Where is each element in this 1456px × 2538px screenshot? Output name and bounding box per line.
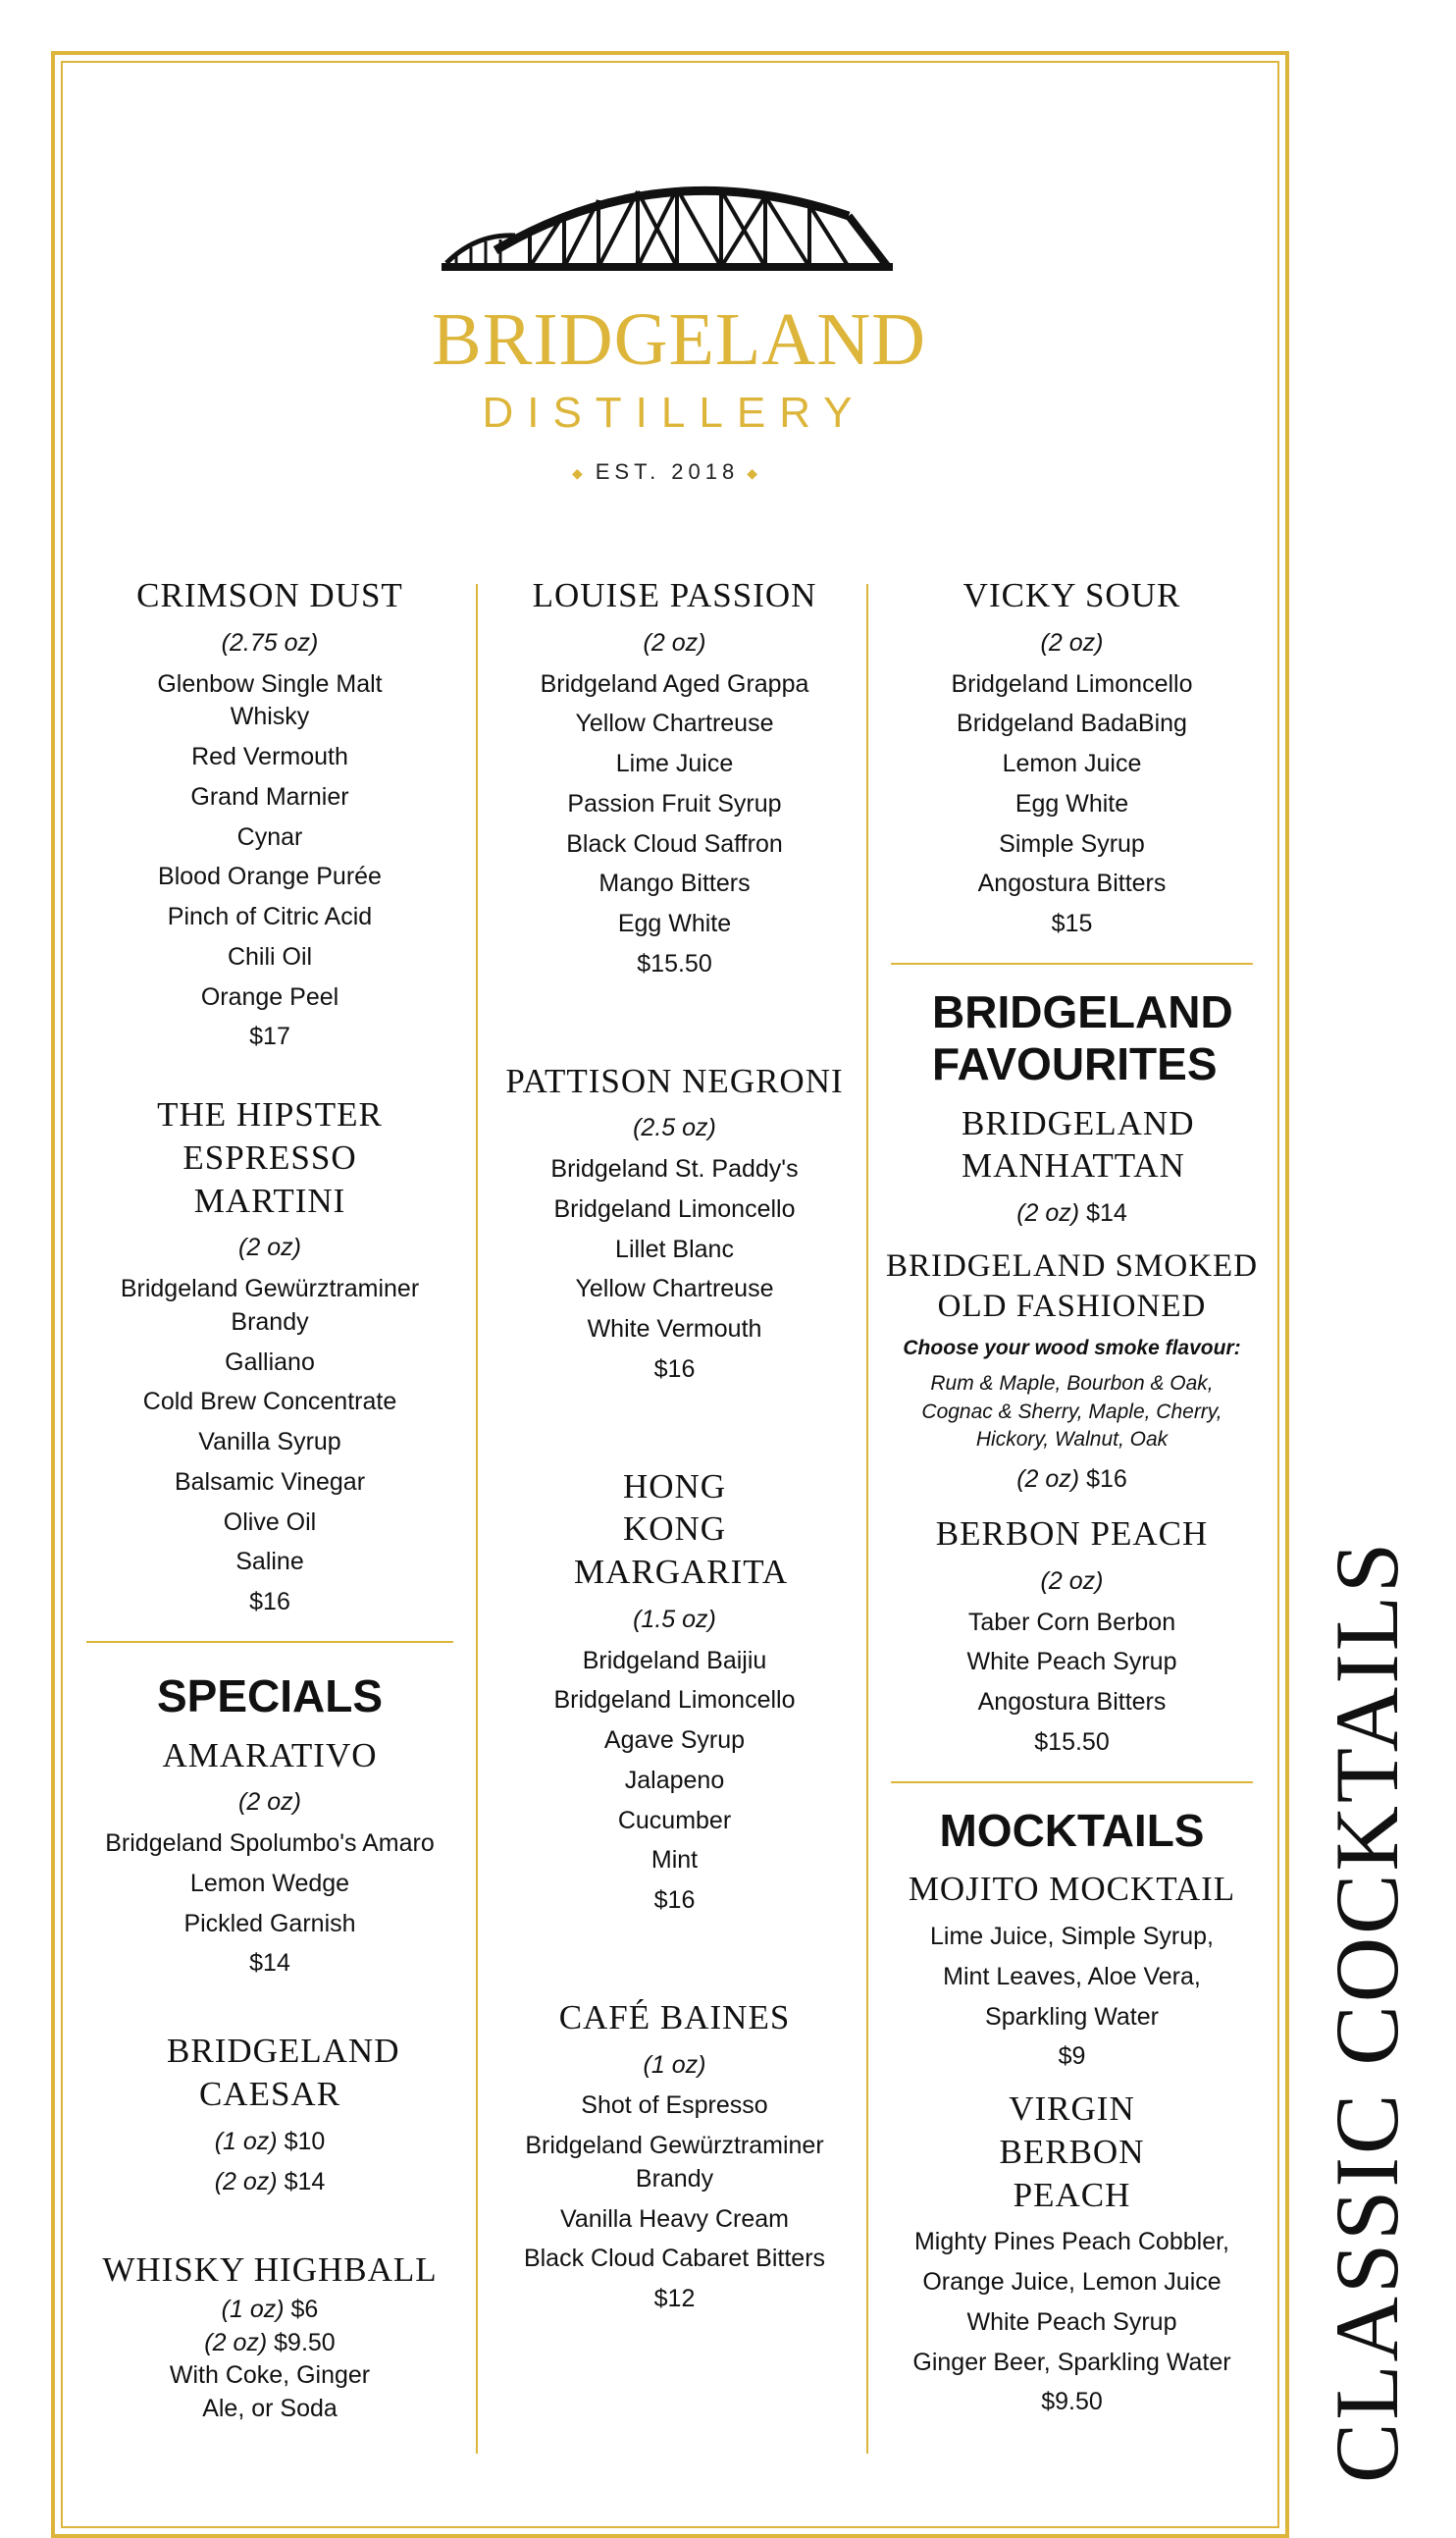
diamond-icon: ◆ bbox=[747, 464, 763, 481]
ingredient: Taber Corn Berbon bbox=[967, 1608, 1176, 1636]
ingredient: Lime Juice bbox=[615, 750, 734, 777]
ingredient: Jalapeno bbox=[624, 1766, 725, 1794]
drink-size: (2 oz) bbox=[1016, 1199, 1080, 1228]
ingredient: Red Vermouth bbox=[191, 743, 348, 770]
ingredient: Agave Syrup bbox=[603, 1726, 746, 1754]
ingredient: Bridgeland Aged Grappa bbox=[540, 669, 809, 698]
ingredient: Orange Juice, Lemon Juice bbox=[922, 2268, 1222, 2297]
ingredient: Lemon Juice bbox=[1002, 750, 1142, 777]
ingredient: Lillet Blanc bbox=[615, 1235, 734, 1263]
ingredient: Olive Oil bbox=[223, 1507, 317, 1536]
drink-size: (2 oz) bbox=[238, 1234, 301, 1262]
drink-size-line bbox=[78, 2294, 461, 2327]
ingredient: Simple Syrup bbox=[999, 829, 1145, 858]
ingredient: Lime Juice, Simple Syrup, bbox=[929, 1923, 1214, 1951]
ingredient: Mango Bitters bbox=[598, 870, 751, 898]
smoke-flavour-prompt: Choose your wood smoke flavour: bbox=[903, 1337, 1241, 1360]
ingredient: Black Cloud Saffron bbox=[566, 829, 783, 858]
section-divider bbox=[891, 1781, 1254, 1783]
drink-size-line bbox=[78, 2327, 461, 2360]
drink-name: CAFÉ BAINES bbox=[558, 1997, 791, 2036]
ingredient: Mint Leaves, Aloe Vera, bbox=[943, 1962, 1201, 1990]
brand-established bbox=[432, 459, 903, 485]
drink-price: $9 bbox=[1058, 2042, 1086, 2071]
ingredient: Black Cloud Cabaret Bitters bbox=[523, 2245, 826, 2273]
drink-whisky-highball bbox=[78, 2248, 461, 2426]
ingredient: Ginger Beer, Sparkling Water bbox=[912, 2348, 1231, 2376]
drink-mojito-mocktail bbox=[883, 1868, 1261, 2074]
ingredient: White Peach Syrup bbox=[966, 2307, 1177, 2336]
drink-size: (2 oz) bbox=[238, 1788, 301, 1817]
ingredient: Mighty Pines Peach Cobbler, bbox=[913, 2228, 1229, 2256]
brand-subname: DISTILLERY bbox=[482, 389, 866, 437]
ingredient: Saline bbox=[235, 1548, 304, 1576]
ingredient: Chili Oil bbox=[227, 942, 313, 971]
section-divider bbox=[891, 963, 1254, 965]
ingredient: Bridgeland Limoncello bbox=[553, 1194, 796, 1223]
ingredient: Egg White bbox=[617, 910, 732, 937]
ingredient: Bridgeland BadaBing bbox=[957, 710, 1187, 738]
ingredient: Pinch of Citric Acid bbox=[167, 903, 373, 930]
drink-louise-passion bbox=[495, 574, 854, 981]
side-title: CLASSIC COCKTAILS bbox=[1317, 1539, 1417, 2483]
drink-size: (1 oz) bbox=[643, 2050, 706, 2079]
drink-price: $14 bbox=[284, 2168, 326, 2196]
drink-name: THE HIPSTER ESPRESSO MARTINI bbox=[157, 1095, 383, 1220]
diamond-icon: ◆ bbox=[571, 464, 588, 481]
drink-size: (1.5 oz) bbox=[633, 1605, 716, 1633]
drink-name: AMARATIVO bbox=[162, 1735, 378, 1774]
drink-price: $6 bbox=[290, 2295, 319, 2323]
drink-name: BRIDGELAND SMOKED OLD FASHIONED bbox=[885, 1247, 1259, 1325]
specials-heading: SPECIALS bbox=[156, 1669, 384, 1721]
drink-size: (2 oz) bbox=[1040, 1566, 1104, 1595]
column-divider bbox=[866, 584, 868, 2454]
drink-size: (2.5 oz) bbox=[633, 1114, 716, 1142]
drink-hipster-espresso-martini bbox=[78, 1093, 461, 1619]
drink-name: HONG KONG MARGARITA bbox=[574, 1466, 789, 1591]
drink-name: BRIDGELAND CAESAR bbox=[167, 2032, 400, 2113]
drink-name: CRIMSON DUST bbox=[136, 576, 403, 614]
ingredient: Yellow Chartreuse bbox=[575, 710, 774, 738]
column-3 bbox=[883, 574, 1261, 2419]
drink-price: $16 bbox=[653, 1354, 696, 1383]
ingredient: Mint bbox=[650, 1846, 699, 1875]
drink-price: $15.50 bbox=[1034, 1727, 1110, 1756]
drink-size: (1 oz) bbox=[221, 2295, 285, 2323]
drink-price: $16 bbox=[1086, 1465, 1127, 1494]
drink-size-line bbox=[78, 2166, 461, 2199]
ingredient: Grand Marnier bbox=[190, 782, 349, 811]
drink-note: With Coke, Ginger Ale, or Soda bbox=[169, 2361, 371, 2423]
drink-size: (2 oz) bbox=[1016, 1465, 1080, 1494]
drink-price: $14 bbox=[249, 1949, 290, 1978]
drink-price: $14 bbox=[1086, 1199, 1127, 1228]
distillery-logo bbox=[432, 157, 926, 484]
drink-name: PATTISON NEGRONI bbox=[505, 1061, 844, 1100]
ingredient: Glenbow Single Malt Whisky bbox=[157, 669, 383, 731]
drink-size: (2 oz) bbox=[1040, 628, 1104, 657]
ingredient: Vanilla Heavy Cream bbox=[560, 2204, 789, 2233]
smoke-flavour-options: Rum & Maple, Bourbon & Oak, Cognac & Sherry, Maple, Cherry, Hickory, Walnut, Oak bbox=[921, 1372, 1222, 1451]
drink-berbon-peach bbox=[883, 1512, 1261, 1760]
ingredient: Cucumber bbox=[617, 1806, 732, 1834]
ingredient: Cold Brew Concentrate bbox=[142, 1388, 397, 1416]
ingredient: Bridgeland Limoncello bbox=[553, 1686, 796, 1715]
ingredient: Egg White bbox=[1014, 789, 1129, 818]
ingredient: Yellow Chartreuse bbox=[575, 1275, 774, 1303]
ingredient: Pickled Garnish bbox=[183, 1909, 356, 1937]
established-text: EST. 2018 bbox=[595, 459, 740, 484]
ingredient: Lemon Wedge bbox=[189, 1869, 350, 1897]
drink-vicky-sour bbox=[883, 574, 1261, 941]
section-divider bbox=[86, 1641, 453, 1643]
ingredient: Bridgeland St. Paddy's bbox=[550, 1155, 799, 1183]
ingredient: White Vermouth bbox=[587, 1315, 762, 1343]
drink-size-line bbox=[883, 1197, 1261, 1231]
drink-bridgeland-manhattan bbox=[883, 1102, 1261, 1231]
drink-price: $17 bbox=[249, 1023, 290, 1051]
drink-name: VIRGIN BERBON PEACH bbox=[999, 2089, 1145, 2214]
ingredient: Balsamic Vinegar bbox=[174, 1467, 366, 1496]
drink-virgin-berbon-peach bbox=[883, 2088, 1261, 2419]
ingredient: Passion Fruit Syrup bbox=[567, 789, 782, 818]
column-2 bbox=[495, 574, 854, 2316]
drink-cafe-baines bbox=[495, 1996, 854, 2316]
ingredient: Blood Orange Purée bbox=[158, 863, 382, 891]
brand-name: BRIDGELAND bbox=[432, 298, 926, 381]
ingredient: Bridgeland Gewürztraminer Brandy bbox=[120, 1275, 420, 1336]
drink-name: WHISKY HIGHBALL bbox=[102, 2250, 438, 2290]
drink-price: $10 bbox=[284, 2127, 326, 2155]
drink-hong-kong-margarita bbox=[495, 1465, 854, 1918]
drink-pattison-negroni bbox=[495, 1060, 854, 1387]
drink-amarativo bbox=[78, 1734, 461, 1982]
bridge-icon bbox=[437, 157, 898, 294]
drink-name: BERBON PEACH bbox=[935, 1514, 1209, 1554]
ingredient: Galliano bbox=[225, 1348, 315, 1376]
drink-size: (2 oz) bbox=[204, 2328, 268, 2356]
drink-price: $16 bbox=[249, 1588, 290, 1615]
ingredient: Shot of Espresso bbox=[581, 2091, 768, 2120]
ingredient: Angostura Bitters bbox=[977, 1688, 1167, 1717]
drink-name: MOJITO MOCKTAIL bbox=[908, 1870, 1236, 1909]
ingredient: Bridgeland Baijiu bbox=[582, 1646, 767, 1674]
drink-crimson-dust bbox=[78, 574, 461, 1054]
ingredient: Vanilla Syrup bbox=[198, 1428, 341, 1455]
drink-bridgeland-smoked-old-fashioned bbox=[883, 1246, 1261, 1497]
drink-size: (2 oz) bbox=[643, 628, 706, 657]
drink-price: $9.50 bbox=[274, 2328, 336, 2356]
drink-price: $16 bbox=[653, 1886, 696, 1914]
ingredient: Bridgeland Gewürztraminer Brandy bbox=[525, 2132, 824, 2193]
drink-price: $15.50 bbox=[637, 949, 712, 978]
drink-size: (1 oz) bbox=[214, 2127, 278, 2155]
drink-price: $9.50 bbox=[1041, 2388, 1103, 2416]
ingredient: White Peach Syrup bbox=[966, 1648, 1177, 1676]
favourites-heading: BRIDGELAND FAVOURITES bbox=[932, 985, 1233, 1089]
drink-size-line bbox=[883, 1463, 1261, 1497]
ingredient: Bridgeland Spolumbo's Amaro bbox=[105, 1829, 435, 1858]
drink-name: BRIDGELAND MANHATTAN bbox=[962, 1103, 1195, 1186]
ingredient: Angostura Bitters bbox=[977, 870, 1167, 898]
mocktails-heading: MOCKTAILS bbox=[939, 1804, 1205, 1856]
drink-size: (2.75 oz) bbox=[221, 628, 319, 657]
drink-size-line bbox=[78, 2126, 461, 2159]
column-1 bbox=[78, 574, 461, 2433]
drink-bridgeland-caesar bbox=[78, 2030, 461, 2199]
drink-price: $15 bbox=[1051, 910, 1093, 937]
drink-name: VICKY SOUR bbox=[962, 576, 1181, 614]
column-divider bbox=[476, 584, 478, 2454]
drink-size: (2 oz) bbox=[214, 2168, 278, 2196]
ingredient: Cynar bbox=[236, 822, 303, 851]
ingredient: Sparkling Water bbox=[985, 2002, 1159, 2031]
ingredient: Orange Peel bbox=[200, 982, 339, 1011]
drink-price: $12 bbox=[653, 2285, 696, 2312]
drink-name: LOUISE PASSION bbox=[532, 576, 817, 614]
ingredient: Bridgeland Limoncello bbox=[951, 669, 1193, 698]
